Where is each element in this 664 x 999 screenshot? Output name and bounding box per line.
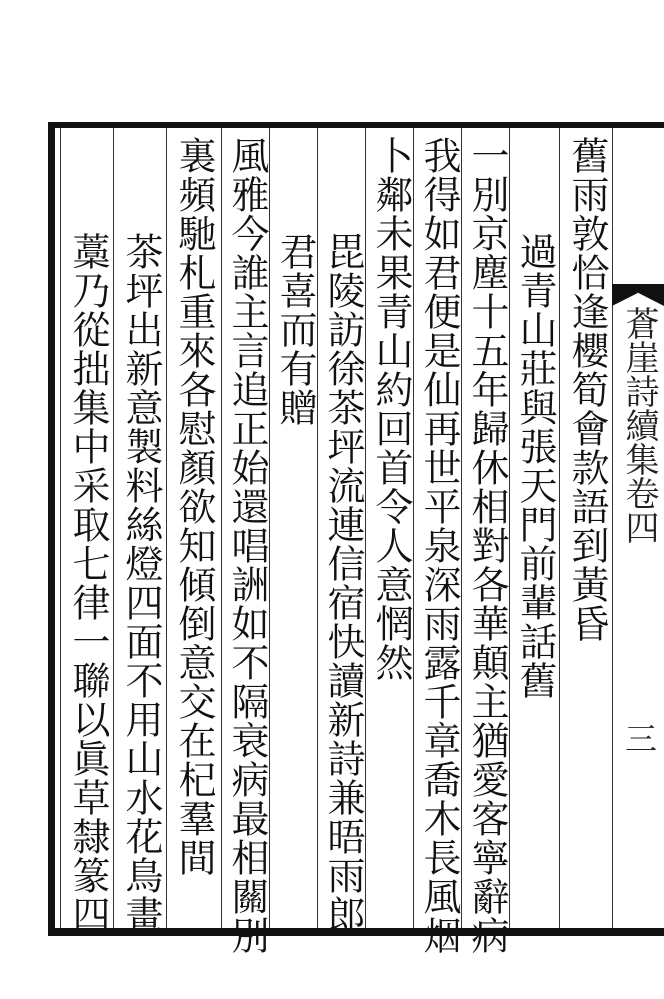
text-column-2: 過青山莊與張天門前輩話舊 [513,232,557,700]
column-rule [60,128,61,928]
text-column-3: 一別京塵十五年歸休相對各華顛主猶愛客寧辭病 [465,136,509,955]
frame-left-border [48,122,55,936]
text-column-6: 毘陵訪徐茶坪流連信宿快讀新詩兼晤雨郎 [321,232,365,934]
text-column-10: 茶坪出新意製料絲燈四面不用山水花鳥畫 [119,232,163,934]
text-column-11: 藁乃從拙集中采取七律一聯以眞草隸篆四 [66,232,110,934]
text-column-5: 卜鄰未果青山約回首令人意惘然 [369,136,413,682]
text-column-9: 裏頻馳札重來各慰顏欲知傾倒意交在杞羣間 [172,136,216,877]
text-column-7: 君喜而有贈 [273,232,317,427]
column-rule [221,128,222,928]
margin-page-number: 三 [620,722,658,754]
frame-top-border [48,122,664,128]
text-column-1: 舊雨敦恰逢櫻筍會款語到黃昏 [565,136,609,643]
text-column-4: 我得如君便是仙再世平泉深雨露千章喬木長風烟 [417,136,461,955]
margin-book-title: 蒼崖詩續集卷四 [619,306,659,544]
text-column-8: 風雅今誰主言追正始還唱詶如不隔衰病最相關別 [225,136,269,955]
column-rule [113,128,114,928]
column-rule [166,128,167,928]
column-rule [559,128,560,928]
